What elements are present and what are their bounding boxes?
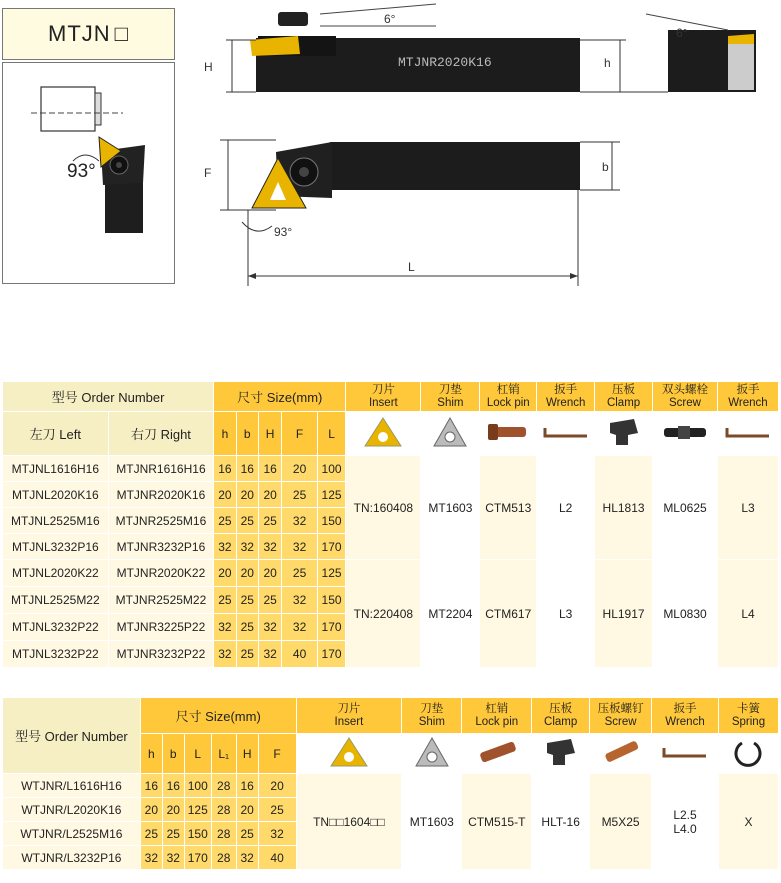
wrench-icon bbox=[537, 412, 595, 456]
t1-g1-clamp: HL1813 bbox=[595, 456, 653, 560]
t1-col-L: L bbox=[317, 412, 345, 456]
t1-row2-F: 32 bbox=[282, 508, 318, 534]
t1-row0-H: 16 bbox=[258, 456, 281, 482]
t2-row0-h: 16 bbox=[140, 774, 162, 798]
angle-plan: 93° bbox=[274, 225, 293, 239]
t2-row1-H: 20 bbox=[236, 798, 258, 822]
t1-row2-right: MTJNR2525M16 bbox=[108, 508, 214, 534]
clamp2-icon bbox=[532, 734, 590, 774]
t2-row3-H: 32 bbox=[236, 846, 258, 870]
t1-part-shim: 刀垫 Shim bbox=[421, 382, 480, 412]
t2-row2-model: WTJNR/L2525M16 bbox=[3, 822, 141, 846]
t2-part-screw: 压板螺钉 Screw bbox=[590, 698, 652, 734]
t1-row5-L: 150 bbox=[317, 587, 345, 614]
t1-row6-L: 170 bbox=[317, 614, 345, 641]
t2-row2-L: 150 bbox=[184, 822, 211, 846]
insert-icon bbox=[346, 412, 421, 456]
t2-row0-b: 16 bbox=[162, 774, 184, 798]
t1-row6-h: 32 bbox=[214, 614, 236, 641]
t1-g1-shim: MT1603 bbox=[421, 456, 480, 560]
title-box-char: □ bbox=[114, 21, 129, 46]
t1-row4-L: 125 bbox=[317, 560, 345, 587]
t1-row3-H: 32 bbox=[258, 534, 281, 560]
t2-row1-model: WTJNR/L2020K16 bbox=[3, 798, 141, 822]
lockpin2-icon bbox=[462, 734, 532, 774]
t2-row3-L1: 28 bbox=[211, 846, 236, 870]
t2-screw-value: M5X25 bbox=[590, 774, 652, 870]
t1-row6-H: 32 bbox=[258, 614, 281, 641]
t2-lockpin-value: CTM515-T bbox=[462, 774, 532, 870]
t2-col-h: h bbox=[140, 734, 162, 774]
t1-row2-b: 25 bbox=[236, 508, 258, 534]
t1-row5-right: MTJNR2525M22 bbox=[108, 587, 214, 614]
t1-part-lockpin: 杠销 Lock pin bbox=[480, 382, 537, 412]
t1-row0-L: 100 bbox=[317, 456, 345, 482]
clamp-icon bbox=[595, 412, 653, 456]
t1-row2-h: 25 bbox=[214, 508, 236, 534]
t1-row1-h: 20 bbox=[214, 482, 236, 508]
table-row bbox=[3, 560, 779, 587]
t1-g2-insert: TN:220408 bbox=[346, 560, 421, 668]
t2-row2-b: 25 bbox=[162, 822, 184, 846]
t2-row0-H: 16 bbox=[236, 774, 258, 798]
t1-row2-left: MTJNL2525M16 bbox=[3, 508, 109, 534]
t2-row2-F: 32 bbox=[258, 822, 296, 846]
holder-engraving: MTJNR2020K16 bbox=[398, 55, 492, 70]
t2-part-lockpin: 杠销 Lock pin bbox=[462, 698, 532, 734]
wrench2-icon bbox=[718, 412, 779, 456]
table-row bbox=[3, 456, 779, 482]
t1-row5-left: MTJNL2525M22 bbox=[3, 587, 109, 614]
t1-row0-left: MTJNL1616H16 bbox=[3, 456, 109, 482]
t1-row1-b: 20 bbox=[236, 482, 258, 508]
t2-row3-b: 32 bbox=[162, 846, 184, 870]
t1-part-wrench: 扳手 Wrench bbox=[537, 382, 595, 412]
t1-row4-F: 25 bbox=[282, 560, 318, 587]
t1-row1-L: 125 bbox=[317, 482, 345, 508]
t1-row7-right: MTJNR3232P22 bbox=[108, 641, 214, 668]
spring-icon bbox=[718, 734, 778, 774]
t2-spring-value: X bbox=[718, 774, 778, 870]
t1-g2-clamp: HL1917 bbox=[595, 560, 653, 668]
t1-col-b: b bbox=[236, 412, 258, 456]
t1-g2-wrench: L3 bbox=[537, 560, 595, 668]
t1-part-screw: 双头螺栓 Screw bbox=[653, 382, 718, 412]
t1-row7-H: 32 bbox=[258, 641, 281, 668]
t2-row2-H: 25 bbox=[236, 822, 258, 846]
t2-col-L: L bbox=[184, 734, 211, 774]
t1-row7-F: 40 bbox=[282, 641, 318, 668]
t1-g1-wrench2: L3 bbox=[718, 456, 779, 560]
t2-row3-L: 170 bbox=[184, 846, 211, 870]
t1-row6-right: MTJNR3225P22 bbox=[108, 614, 214, 641]
t2-part-clamp: 压板 Clamp bbox=[532, 698, 590, 734]
t1-g1-lockpin: CTM513 bbox=[480, 456, 537, 560]
t1-row3-L: 170 bbox=[317, 534, 345, 560]
t1-row3-h: 32 bbox=[214, 534, 236, 560]
t2-row1-F: 25 bbox=[258, 798, 296, 822]
small-angle-label: 93° bbox=[67, 161, 96, 182]
t2-part-wrench: 扳手 Wrench bbox=[652, 698, 719, 734]
t1-g1-insert: TN:160408 bbox=[346, 456, 421, 560]
t1-row5-h: 25 bbox=[214, 587, 236, 614]
dim-H: H bbox=[204, 60, 213, 74]
t1-row0-b: 16 bbox=[236, 456, 258, 482]
t1-row7-b: 25 bbox=[236, 641, 258, 668]
angle-side: 6° bbox=[676, 26, 688, 40]
t1-left-header: 左刀 Left bbox=[3, 412, 109, 456]
screw2-icon bbox=[590, 734, 652, 774]
dim-F: F bbox=[204, 166, 212, 180]
t2-col-L1: L₁ bbox=[211, 734, 236, 774]
dim-b: b bbox=[602, 160, 609, 174]
t2-row1-h: 20 bbox=[140, 798, 162, 822]
t1-row0-F: 20 bbox=[282, 456, 318, 482]
t1-row1-right: MTJNR2020K16 bbox=[108, 482, 214, 508]
t1-row1-F: 25 bbox=[282, 482, 318, 508]
t2-row0-model: WTJNR/L1616H16 bbox=[3, 774, 141, 798]
t1-order-header: 型号 Order Number bbox=[3, 382, 214, 412]
t2-order-header: 型号 Order Number bbox=[3, 698, 141, 774]
t1-part-wrench2: 扳手 Wrench bbox=[718, 382, 779, 412]
t1-row4-b: 20 bbox=[236, 560, 258, 587]
t2-row0-F: 20 bbox=[258, 774, 296, 798]
t1-row1-left: MTJNL2020K16 bbox=[3, 482, 109, 508]
t1-col-F: F bbox=[282, 412, 318, 456]
shim-icon bbox=[421, 412, 480, 456]
screw-icon bbox=[653, 412, 718, 456]
t2-clamp-value: HLT-16 bbox=[532, 774, 590, 870]
t1-row4-left: MTJNL2020K22 bbox=[3, 560, 109, 587]
t2-part-insert: 刀片 Insert bbox=[296, 698, 402, 734]
t1-part-insert: 刀片 Insert bbox=[346, 382, 421, 412]
t2-part-shim: 刀垫 Shim bbox=[402, 698, 462, 734]
t2-size-header: 尺寸 Size(mm) bbox=[140, 698, 296, 734]
t1-row7-h: 32 bbox=[214, 641, 236, 668]
small-diagram-box bbox=[2, 62, 175, 284]
t2-col-F: F bbox=[258, 734, 296, 774]
t1-row5-H: 25 bbox=[258, 587, 281, 614]
t2-wrench-value: L2.5 L4.0 bbox=[652, 774, 719, 870]
t1-col-h: h bbox=[214, 412, 236, 456]
t1-row3-F: 32 bbox=[282, 534, 318, 560]
t1-g2-lockpin: CTM617 bbox=[480, 560, 537, 668]
t1-row4-h: 20 bbox=[214, 560, 236, 587]
t2-row0-L1: 28 bbox=[211, 774, 236, 798]
t1-row6-b: 25 bbox=[236, 614, 258, 641]
t1-row7-left: MTJNL3232P22 bbox=[3, 641, 109, 668]
t2-col-H: H bbox=[236, 734, 258, 774]
t1-row6-left: MTJNL3232P22 bbox=[3, 614, 109, 641]
insert2-icon bbox=[296, 734, 402, 774]
dim-h: h bbox=[604, 56, 611, 70]
angle-top: 6° bbox=[384, 12, 396, 26]
t1-row5-F: 32 bbox=[282, 587, 318, 614]
t2-row0-L: 100 bbox=[184, 774, 211, 798]
t2-row3-h: 32 bbox=[140, 846, 162, 870]
t1-row3-right: MTJNR3232P16 bbox=[108, 534, 214, 560]
lockpin-icon bbox=[480, 412, 537, 456]
t2-row1-L1: 28 bbox=[211, 798, 236, 822]
t1-row3-left: MTJNL3232P16 bbox=[3, 534, 109, 560]
t1-row5-b: 25 bbox=[236, 587, 258, 614]
t1-row1-H: 20 bbox=[258, 482, 281, 508]
t2-row3-model: WTJNR/L3232P16 bbox=[3, 846, 141, 870]
shim2-icon bbox=[402, 734, 462, 774]
table1 bbox=[2, 381, 779, 668]
t1-size-header: 尺寸 Size(mm) bbox=[214, 382, 346, 412]
t1-row4-right: MTJNR2020K22 bbox=[108, 560, 214, 587]
t2-row1-b: 20 bbox=[162, 798, 184, 822]
t1-row0-right: MTJNR1616H16 bbox=[108, 456, 214, 482]
t1-row6-F: 32 bbox=[282, 614, 318, 641]
t2-row2-h: 25 bbox=[140, 822, 162, 846]
t2-shim-value: MT1603 bbox=[402, 774, 462, 870]
t2-col-b: b bbox=[162, 734, 184, 774]
t1-row0-h: 16 bbox=[214, 456, 236, 482]
t1-col-H: H bbox=[258, 412, 281, 456]
t2-part-spring: 卡簧 Spring bbox=[718, 698, 778, 734]
dim-L: L bbox=[408, 260, 415, 274]
t1-g1-wrench: L2 bbox=[537, 456, 595, 560]
table-row bbox=[3, 774, 779, 798]
product-title: MTJN bbox=[48, 21, 111, 46]
t1-g2-screw: ML0830 bbox=[653, 560, 718, 668]
t2-row1-L: 125 bbox=[184, 798, 211, 822]
t2-row2-L1: 28 bbox=[211, 822, 236, 846]
t1-row2-H: 25 bbox=[258, 508, 281, 534]
wrench3-icon bbox=[652, 734, 719, 774]
t1-part-clamp: 压板 Clamp bbox=[595, 382, 653, 412]
t1-g2-wrench2: L4 bbox=[718, 560, 779, 668]
t1-right-header: 右刀 Right bbox=[108, 412, 214, 456]
t1-g2-shim: MT2204 bbox=[421, 560, 480, 668]
t2-row3-F: 40 bbox=[258, 846, 296, 870]
t1-row2-L: 150 bbox=[317, 508, 345, 534]
t1-row3-b: 32 bbox=[236, 534, 258, 560]
tool-drawing bbox=[180, 0, 781, 300]
t1-g1-screw: ML0625 bbox=[653, 456, 718, 560]
t1-row7-L: 170 bbox=[317, 641, 345, 668]
t2-insert-value: TN□□1604□□ bbox=[296, 774, 402, 870]
product-title-box bbox=[2, 8, 175, 60]
t1-row4-H: 20 bbox=[258, 560, 281, 587]
table2 bbox=[2, 697, 779, 870]
